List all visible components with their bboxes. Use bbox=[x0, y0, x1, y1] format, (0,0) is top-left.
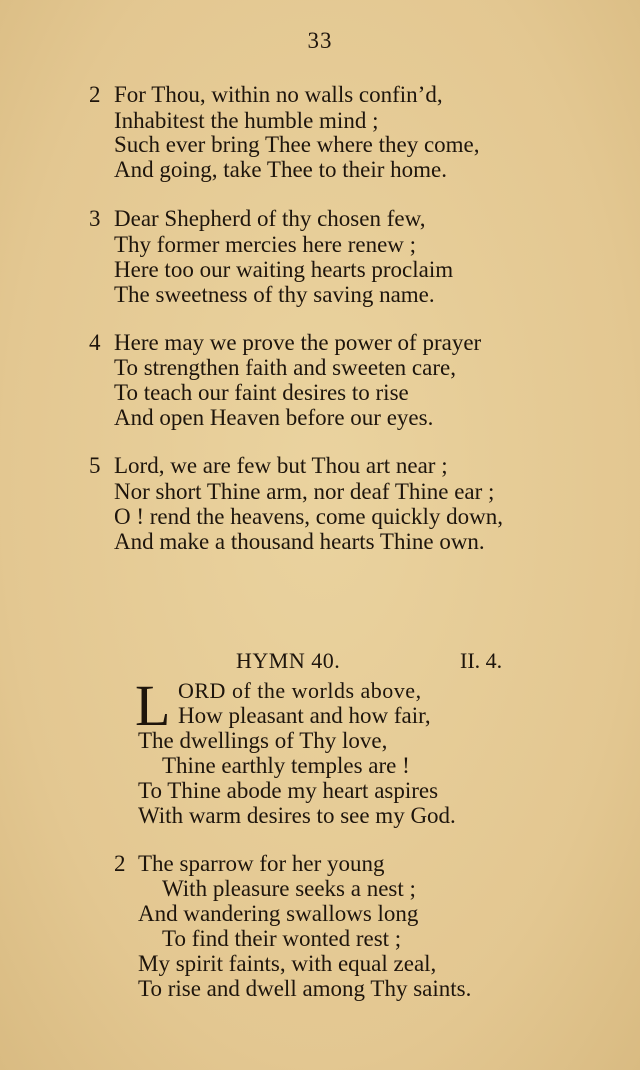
verse-line: To teach our faint desires to rise bbox=[114, 380, 409, 405]
stanza-number: 5 bbox=[89, 453, 101, 478]
verse-line: Thine earthly temples are ! bbox=[162, 753, 410, 778]
verse-line: The sweetness of thy saving name. bbox=[114, 282, 435, 307]
verse-line: The sparrow for her young bbox=[138, 851, 385, 876]
verse-line: Inhabitest the humble mind ; bbox=[114, 108, 379, 133]
stanza-number: 2 bbox=[89, 82, 101, 107]
verse-line: To Thine abode my heart aspires bbox=[138, 778, 439, 803]
stanza-number: 4 bbox=[89, 330, 101, 355]
verse-line: How pleasant and how fair, bbox=[178, 703, 431, 728]
verse-line: Nor short Thine arm, nor deaf Thine ear ; bbox=[114, 479, 495, 504]
verse-line: And wandering swallows long bbox=[138, 901, 419, 926]
verse-line: And make a thousand hearts Thine own. bbox=[114, 529, 485, 554]
verse-line: My spirit faints, with equal zeal, bbox=[138, 951, 437, 976]
verse-line: To find their wonted rest ; bbox=[162, 926, 402, 951]
stanza-number: 2 bbox=[114, 851, 126, 876]
verse-line: The dwellings of Thy love, bbox=[138, 728, 388, 753]
verse-line: To rise and dwell among Thy saints. bbox=[138, 976, 472, 1001]
verse-line: With warm desires to see my God. bbox=[138, 803, 456, 828]
verse-line: With pleasure seeks a nest ; bbox=[162, 876, 416, 901]
verse-line: Here too our waiting hearts proclaim bbox=[114, 257, 454, 282]
verse-line-first: ORD of the worlds above, bbox=[178, 678, 422, 703]
hymn-title: HYMN 40. bbox=[236, 648, 341, 673]
verse-line: For Thou, within no walls confin’d, bbox=[114, 82, 443, 107]
hymn-meter: II. 4. bbox=[460, 648, 503, 673]
stanza-number: 3 bbox=[89, 206, 101, 231]
verse-line: Lord, we are few but Thou art near ; bbox=[114, 453, 448, 478]
hymn-heading bbox=[0, 648, 640, 676]
drop-cap: L bbox=[135, 673, 171, 738]
verse-line: And open Heaven before our eyes. bbox=[114, 405, 434, 430]
verse-line: Such ever bring Thee where they come, bbox=[114, 132, 480, 157]
page-number: 33 bbox=[307, 28, 333, 53]
verse-line: And going, take Thee to their home. bbox=[114, 157, 447, 182]
verse-line: Here may we prove the power of prayer bbox=[114, 330, 482, 355]
verse-line: To strengthen faith and sweeten care, bbox=[114, 355, 456, 380]
verse-line: Thy former mercies here renew ; bbox=[114, 232, 417, 257]
verse-line: Dear Shepherd of thy chosen few, bbox=[114, 206, 426, 231]
verse-line: O ! rend the heavens, come quickly down, bbox=[114, 504, 503, 529]
